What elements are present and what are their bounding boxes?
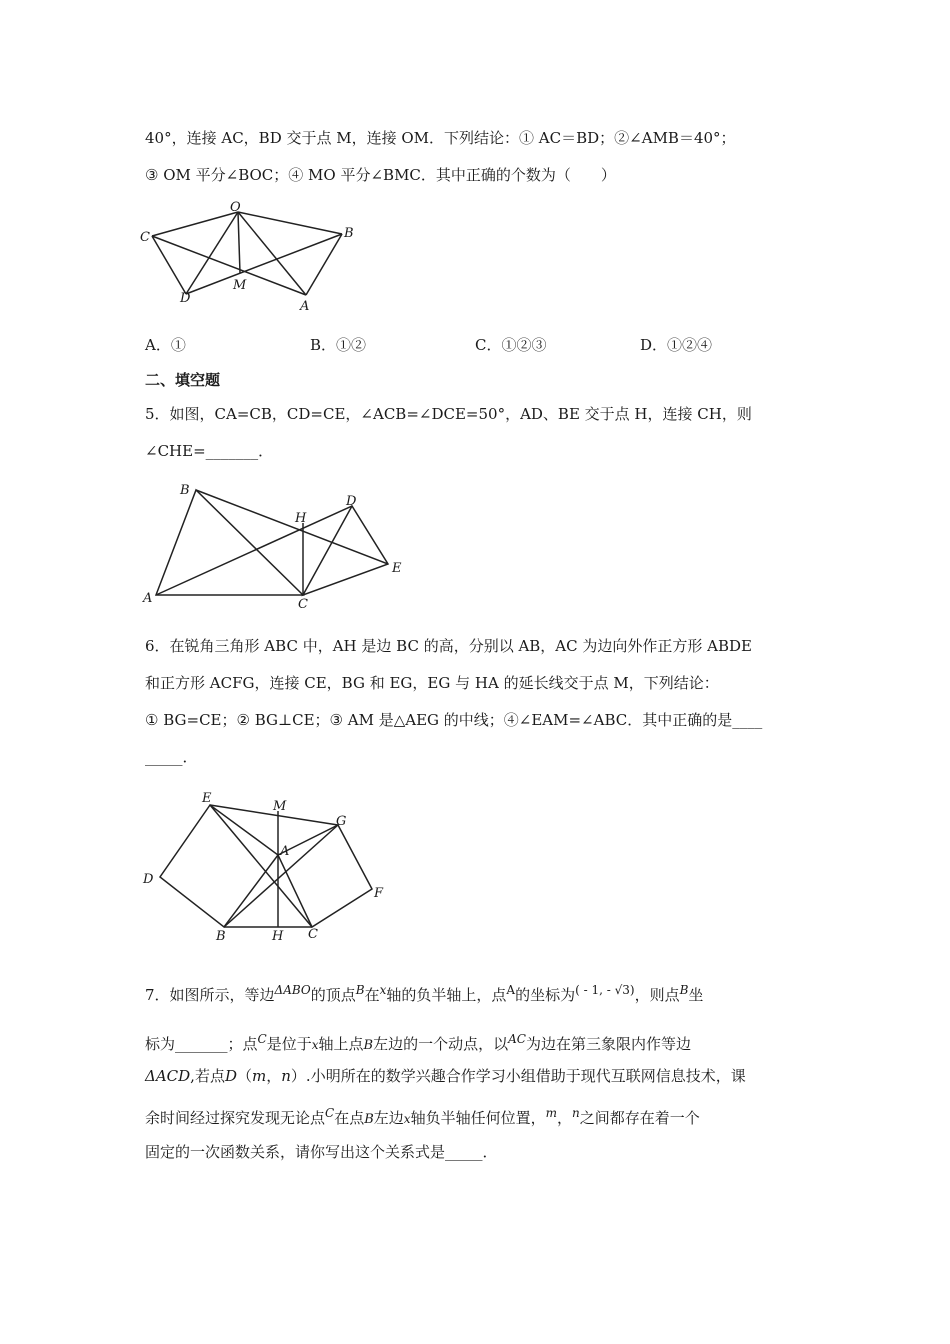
q6-label-c: C [308, 927, 318, 942]
q4-label-b: B [344, 226, 354, 241]
q5-figure [140, 478, 410, 613]
q7-math-triangle-acd: ΔACD [145, 1067, 191, 1085]
q6-label-d: D [143, 872, 154, 887]
q4-choice-d[interactable]: D．①②④ [640, 336, 713, 354]
q5-label-d: D [346, 494, 357, 509]
q7-math-triangle-abo: ΔABO [274, 983, 311, 997]
q4-label-d: D [180, 291, 191, 306]
q5-label-a: A [143, 591, 153, 606]
q6-text-line3: ① BG=CE；② BG⊥CE；③ AM 是△AEG 的中线；④∠EAM=∠ABC．其中正确的是____ [145, 711, 763, 729]
section-title-fill-blank: 二、填空题 [145, 371, 221, 389]
q5-label-c: C [298, 597, 308, 612]
q7-text-line2: 标为_______；点$^C$是位于x轴上点B左边的一个动点，以$^{AC}$为边在第三象限内作等边 [145, 1032, 691, 1053]
q4-choice-b[interactable]: B．①② [310, 336, 367, 354]
q4-choice-a[interactable]: A．① [145, 336, 186, 354]
q7-text-line1: 7．如图所示，等边$^{\Delta ABO}$的顶点$^B$在$^x$轴的负半轴上，点$^A$的坐标为$^{( - 1, - √3)}$，则点$^B$坐 [145, 983, 704, 1004]
q6-label-h: H [272, 929, 284, 944]
q6-label-b: B [216, 929, 226, 944]
q6-text-line1: 6．在锐角三角形 ABC 中，AH 是边 BC 的高，分别以 AB，AC 为边向外作正方形 ABDE [145, 637, 752, 655]
q6-label-g: G [336, 814, 347, 829]
q5-label-b: B [180, 483, 190, 498]
q4-label-o: O [230, 200, 241, 215]
q6-figure [140, 785, 400, 945]
q7-text-line3: ΔACD,若点D（m，n）.小明所在的数学兴趣合作学习小组借助于现代互联网信息技术，课 [145, 1067, 746, 1085]
q7-math-coordinate-a: ( - 1, - √3) [575, 983, 635, 997]
q4-text-line1: 40°，连接 AC，BD 交于点 M，连接 OM．下列结论：① AC＝BD；②∠AMB＝40°； [145, 129, 736, 147]
q7-text-line5: 固定的一次函数关系，请你写出这个关系式是_____． [145, 1143, 498, 1161]
q6-label-f: F [374, 886, 384, 901]
q6-label-m: M [273, 799, 287, 814]
q5-label-h: H [295, 511, 307, 526]
q6-text-line4: _____． [145, 748, 198, 766]
q4-choice-c[interactable]: C．①②③ [475, 336, 547, 354]
q5-text-line2: ∠CHE=_______． [145, 442, 274, 460]
q4-label-m: M [233, 278, 247, 293]
q5-text-line1: 5．如图，CA=CB，CD=CE，∠ACB=∠DCE=50°，AD、BE 交于点 H，连接 CH，则 [145, 405, 752, 423]
q6-label-e: E [202, 791, 212, 806]
q7-text-line4: 余时间经过探究发现无论点$^C$在点B左边x轴负半轴任何位置，$^m$，$^n$之间都存在着一个 [145, 1106, 700, 1127]
q5-label-e: E [392, 561, 402, 576]
q4-label-c: C [140, 230, 150, 245]
q4-figure [140, 198, 370, 318]
q6-label-a: A [280, 844, 290, 859]
q4-text-line2: ③ OM 平分∠BOC；④ MO 平分∠BMC．其中正确的个数为（ ） [145, 166, 616, 184]
q6-text-line2: 和正方形 ACFG，连接 CE，BG 和 EG，EG 与 HA 的延长线交于点 M，下列结论： [145, 674, 719, 692]
q4-label-a: A [300, 299, 310, 314]
